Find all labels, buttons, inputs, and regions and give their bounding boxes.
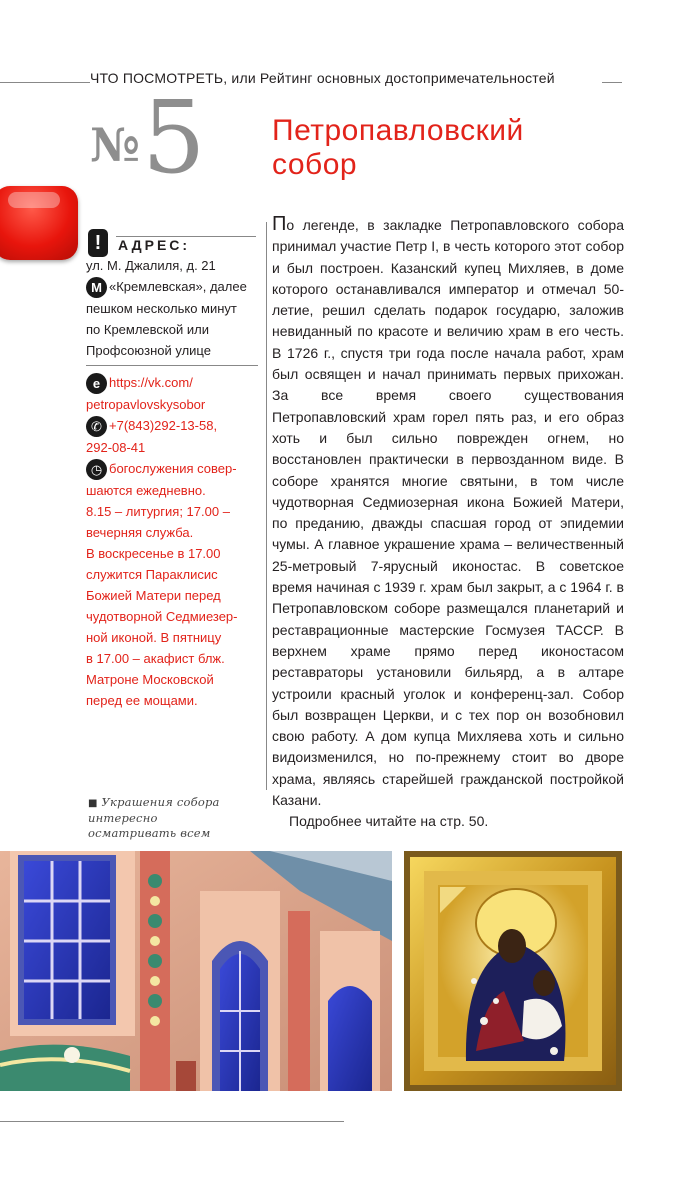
bottom-rule [0, 1121, 344, 1122]
caption-line-2: интересно [88, 811, 158, 825]
title-line-1: Петропавловский [272, 114, 524, 147]
caption-line-3: осматривать всем [88, 826, 211, 840]
website-line-1[interactable] [86, 372, 258, 394]
body-text [272, 214, 624, 833]
info-column [86, 225, 258, 711]
hours-text-4: В воскресенье в 17.00 [86, 546, 221, 562]
address-label: АДРЕС: [118, 237, 191, 253]
caption-line-1: Украшения собора [101, 795, 220, 809]
info-separator [86, 365, 258, 366]
hours-text-8: ной иконой. В пятницу [86, 630, 222, 646]
drop-cap: П [272, 213, 287, 235]
website-text-2[interactable]: petropavlovskysobor [86, 397, 206, 413]
running-head-rule-right [602, 82, 622, 83]
caption-marker: ■ [88, 798, 98, 809]
metro-line-1 [86, 276, 258, 298]
icon-illustration [404, 851, 622, 1091]
hours-line-0 [86, 458, 258, 480]
phone-text-1: +7(843)292-13-58, [109, 418, 218, 434]
web-icon: e [86, 373, 107, 394]
red-tab-marker [0, 186, 78, 260]
metro-text-2: пешком несколько минут [86, 301, 237, 317]
body-paragraph-text: о легенде, в закладке Петропавловского собора принимал участие Петр I, в честь которого этот собор и был построен. Казанский купец Михляев, в доме которого останавливался император и отмечал 50-летие, решил сделать подарок государю, заложив невиданный по красоте и величию храм в его честь. В 1726 г., спустя три года после начала работ, храм был освящен и начал принимать первых прихожан. За все время своего существования Петропавловский храм горел пять раз, и его образ хоть и был сильно поврежден огнем, но восстановлен практически в первозданном виде. В соборе хранятся многие святыни, в том числе чудотворная Седмиозерная икона Божией Матери, по преданию, дважды спасшая город от эпидемии чумы. А главное украшение храма – величественный 25-метровый 7-ярусный иконостас. В советское время начиная с 1939 г. храм был закрыт, а с 1964 г. в Петропавловском соборе размещался планетарий и реставрационные мастерские Госмузея ТАССР. В верхнем храме прямо перед иконостасом реставраторы установили бильярд, а в алтаре устроили красный уголок и конференц-зал. Собор был возвращен Церкви, и с тех пор он возобновил свою работу. А дом купца Михляева хоть и сильно видоизменился, но по-прежнему стоит во дворе храма, являясь старейшей гражданской постройкой Казани. [272, 217, 624, 809]
website-text-1[interactable]: https://vk.com/ [109, 375, 193, 391]
metro-text-3: по Кремлевской или [86, 322, 209, 338]
phone-text-2: 292-08-41 [86, 440, 146, 456]
hours-text-11: перед ее мощами. [86, 693, 198, 709]
clock-icon: ◷ [86, 459, 107, 480]
number-digit: 5 [142, 79, 206, 196]
hours-text-1: шаются ежедневно. [86, 483, 206, 499]
hours-text-2: 8.15 – литургия; 17.00 – [86, 504, 230, 520]
hours-text-3: вечерняя служба. [86, 525, 194, 541]
hours-text-10: Матроне Московской [86, 672, 214, 688]
hours-text-9: в 17.00 – акафист блж. [86, 651, 225, 667]
title-line-2: собор [272, 148, 358, 181]
running-head-rule-left [0, 82, 90, 83]
page-title [272, 114, 524, 182]
address-header [86, 225, 258, 255]
phone-line-1 [86, 415, 258, 437]
running-head-text: ЧТО ПОСМОТРЕТЬ, или Рейтинг основных достопримечательностей [90, 70, 555, 86]
hours-text-6: Божией Матери перед [86, 588, 221, 604]
cathedral-facade-illustration [0, 851, 392, 1091]
column-divider [266, 222, 267, 790]
phone-icon: ✆ [86, 416, 107, 437]
metro-icon: М [86, 277, 107, 298]
number-sign: № [90, 118, 138, 172]
exclamation-icon: ! [88, 229, 108, 257]
metro-text-4: Профсоюзной улице [86, 343, 211, 359]
cathedral-facade-photo [0, 851, 392, 1091]
hours-text-7: чудотворной Седмиезер- [86, 609, 238, 625]
photo-caption [88, 795, 238, 841]
hours-text-5: служится Параклисис [86, 567, 218, 583]
body-paragraph [272, 214, 624, 811]
address-text: ул. М. Джалиля, д. 21 [86, 258, 216, 273]
hours-text-0: богослужения совер- [109, 461, 237, 477]
read-more-note: Подробнее читайте на стр. 50. [289, 813, 489, 830]
icon-photo [404, 851, 622, 1091]
metro-text-1: «Кремлевская», далее [109, 279, 247, 294]
running-head [0, 62, 679, 92]
